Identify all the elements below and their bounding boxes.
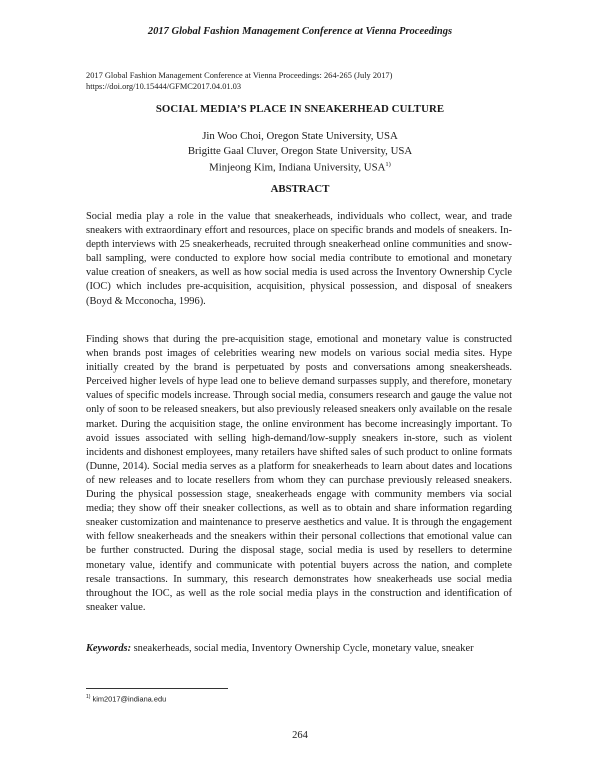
footnote-mark: 1) xyxy=(86,694,91,700)
page-number: 264 xyxy=(292,730,308,741)
paper-title: SOCIAL MEDIA’S PLACE IN SNEAKERHEAD CULTURE xyxy=(155,103,445,115)
keywords-label: Keywords: xyxy=(86,643,132,654)
running-head: 2017 Global Fashion Management Conference at Vienna Proceedings xyxy=(147,26,453,37)
footnote-divider xyxy=(86,688,228,689)
author-name: Minjeong Kim, Indiana University, USA xyxy=(209,161,386,174)
author-line: Brigitte Gaal Cluver, Oregon State University, USA xyxy=(187,144,413,157)
abstract-paragraph: Finding shows that during the pre-acquisition stage, emotional and monetary value is constructed when brands post images of celebrities wearing new models on various social media sites. Hype initially created by the brand is perpetuated by posts and conversations among sneakersheads. Perceived higher levels of hype lead one to believe demand surpasses supply, and therefore, monetary values of specific models increase. Through social media, consumers research and gauge the value not only of soon to be released sneakers, but also previously released sneakers only available on the resale market. During the acquisition stage, the online environment has become increasingly important. To avoid issues associated with selling high-demand/low-supply sneakers in-store, such as violent incidents and dishonest employees, many retailers have shifted sales of such product to online formats (Dunne, 2014). Social media serves as a platform for sneakerheads to learn about dates and locations of new releases and to locate resellers from whom they can purchase previously released sneakers. During the physical possession stage, sneakerheads engage with community members via social media; they show off their sneaker collections, as well as to obtain and share information regarding sneaker customization and maintenance to preserve aesthetics and value. It is through the engagement with fellow sneakerheads and the sneakers within their personal collections that emotional value can be further constructed. During the disposal stage, social media is used by resellers to determine monetary value, identify and communicate with potential buyers across the nation, and complete resale transactions. In summary, this research demonstrates how sneakerheads use social media throughout the IOC, as well as the role social media plays in the construction and identification of sneaker value. xyxy=(86,334,512,613)
author-line: Jin Woo Choi, Oregon State University, USA xyxy=(202,130,398,142)
footnote xyxy=(86,694,166,703)
abstract-heading: ABSTRACT xyxy=(270,183,330,195)
citation xyxy=(86,71,526,92)
footnote-mark: 1) xyxy=(385,161,391,168)
author-list xyxy=(0,129,600,175)
keywords xyxy=(86,642,512,656)
abstract-paragraph: Social media play a role in the value that sneakerheads, individuals who collect, wear, and trade sneakers with extraordinary effort and resources, place on specific brands and models of sneakers. In-depth interviews with 25 sneakerheads, recruited through sneakerhead online communities and snow-ball sampling, were conducted to explore how social media contribute to emotional and monetary value creation of sneakers, as well as how social media is used across the Inventory Ownership Cycle (IOC) which includes pre-acquisition, acquisition, physical possession, and disposal of sneakers (Boyd & Mcconocha, 1996). xyxy=(86,211,512,307)
citation-line: 2017 Global Fashion Management Conference at Vienna Proceedings: 264-265 (July 2017) xyxy=(86,71,393,80)
doi-link[interactable]: https://doi.org/10.15444/GFMC2017.04.01.03 xyxy=(86,81,242,91)
keywords-text: sneakerheads, social media, Inventory Ownership Cycle, monetary value, sneaker xyxy=(133,643,474,654)
footnote-email[interactable]: kim2017@indiana.edu xyxy=(92,694,167,704)
author-line xyxy=(0,158,600,175)
